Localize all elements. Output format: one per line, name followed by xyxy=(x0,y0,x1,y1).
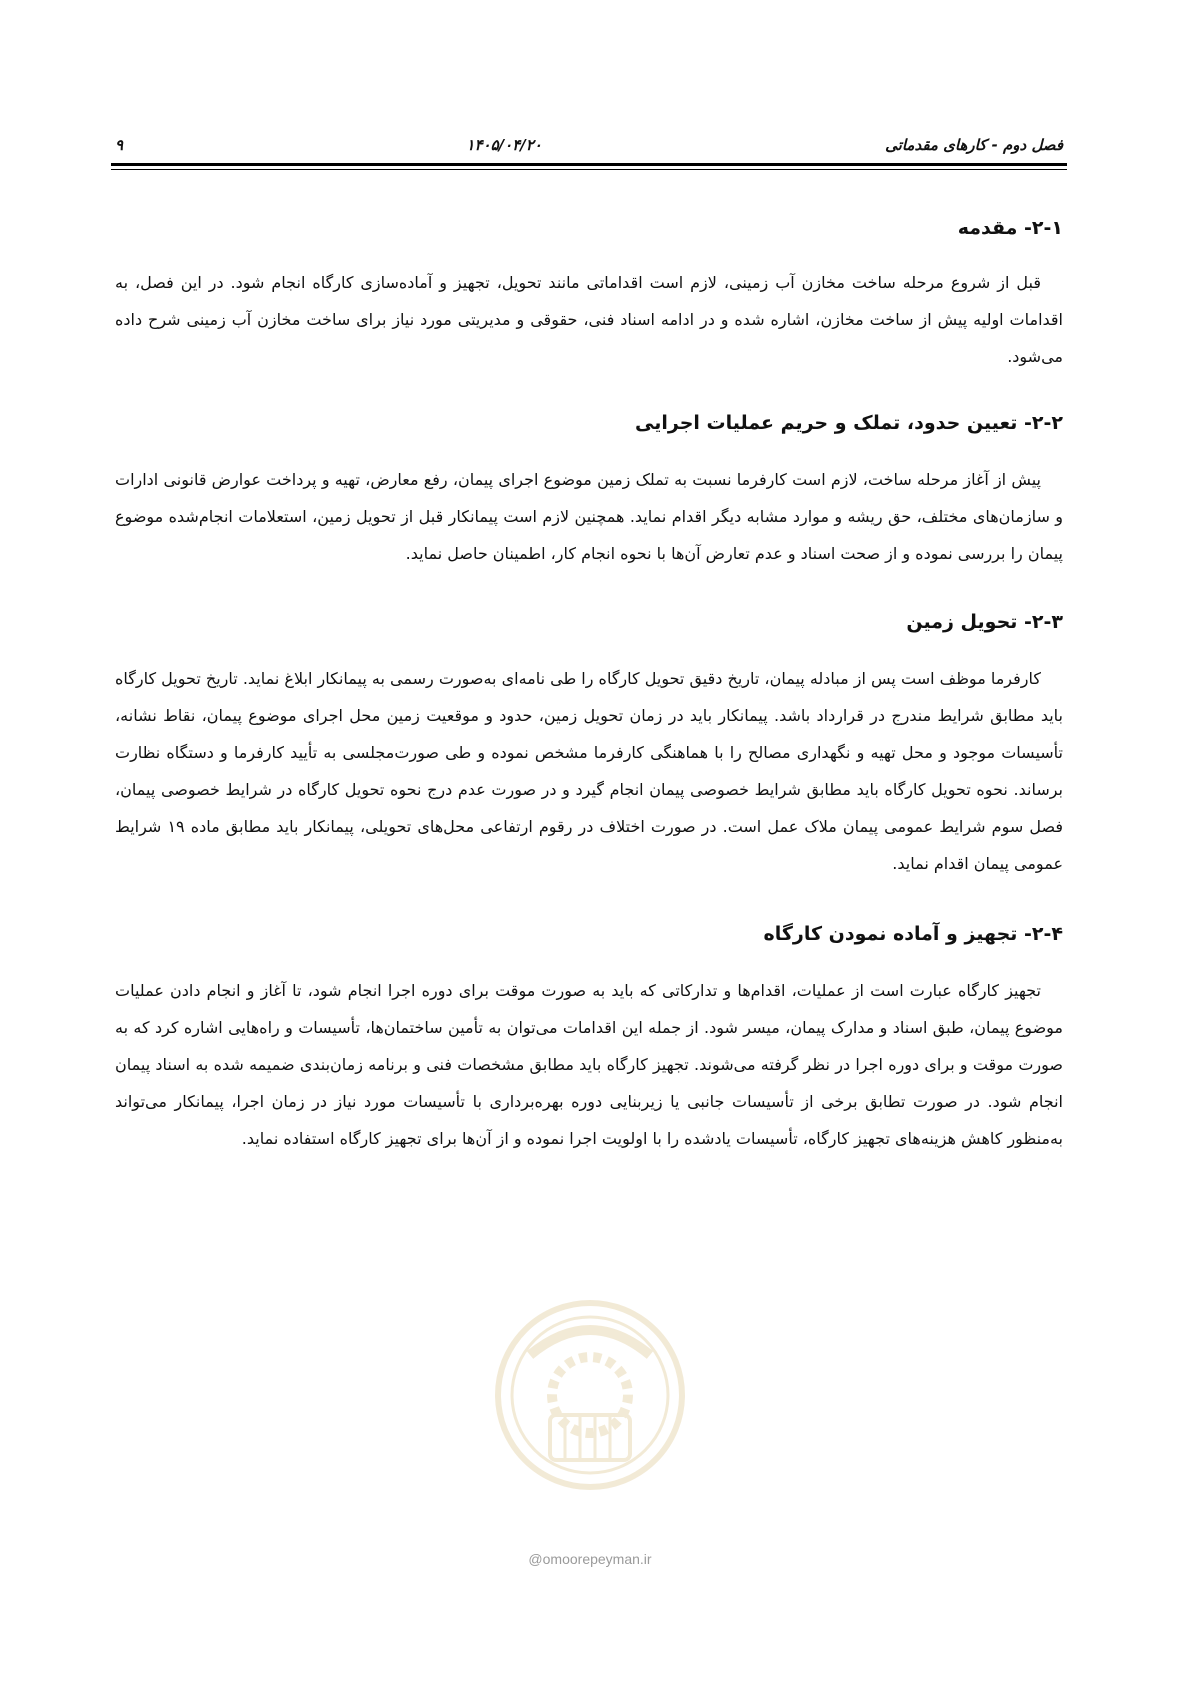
section-heading: ۲-۲- تعیین حدود، تملک و حریم عملیات اجرایی xyxy=(635,412,1063,434)
section-heading: ۲-۱- مقدمه xyxy=(957,217,1063,239)
page-content xyxy=(115,212,1063,1157)
section-paragraph: تجهیز کارگاه عبارت است از عملیات، اقدام‌ها و تدارکاتی که باید به صورت موقت برای دوره اجرا انجام شود، تا آغاز و انجام دادن عملیات موضوع پیمان، طبق اسناد و مدارک پیمان، میسر شود. از جمله این اقدامات می‌توان به تأمین ساختمان‌ها، تأسیسات و راه‌هایی اشاره کرد که به صورت موقت و برای دوره اجرا در نظر گرفته می‌شوند. تجهیز کارگاه باید مطابق مشخصات فنی و برنامه زمان‌بندی ضمیمه شده به اسناد پیمان انجام شود. در صورت تطابق برخی از تأسیسات جانبی یا زیربنایی دوره بهره‌برداری با تأسیسات مورد نیاز در زمان اجرا، پیمانکار می‌تواند به‌منظور کاهش هزینه‌های تجهیز کارگاه، تأسیسات یادشده را با اولویت اجرا نموده و از آن‌ها برای تجهیز کارگاه استفاده نماید. xyxy=(115,981,1063,1148)
watermark-site: @omoorepeyman.ir xyxy=(528,1551,652,1567)
section-introduction xyxy=(115,212,1063,375)
chapter-title: فصل دوم - کارهای مقدماتی xyxy=(885,136,1063,154)
section-paragraph: پیش از آغاز مرحله ساخت، لازم است کارفرما نسبت به تملک زمین موضوع اجرای پیمان، رفع معارض، تهیه و پرداخت عوارض قانونی ادارات و سازمان‌های مختلف، حق ریشه و موارد مشابه دیگر اقدام نماید. همچنین لازم است پیمانکار قبل از تحویل زمین، استعلامات انجام‌شده موضوع پیمان را بررسی نموده و از صحت اسناد و عدم تعارض آن‌ها با نحوه انجام کار، اطمینان حاصل نماید. xyxy=(115,470,1063,563)
section-paragraph: قبل از شروع مرحله ساخت مخازن آب زمینی، لازم است اقداماتی مانند تحویل، تجهیز و آماده‌سازی کارگاه انجام شود. در این فصل، به اقدامات اولیه پیش از ساخت مخازن، اشاره شده و در ادامه اسناد فنی، حقوقی و مدیریتی مورد نیاز برای ساخت مخازن آب زمینی شرح داده می‌شود. xyxy=(115,273,1063,366)
page-header xyxy=(115,132,1063,158)
header-rule-thick xyxy=(111,163,1067,166)
page-number: ۹ xyxy=(115,136,124,154)
header-date: ۱۴۰۵/۰۴/۲۰ xyxy=(466,136,542,154)
watermark-seal-icon xyxy=(490,1295,690,1495)
header-rule-thin xyxy=(111,169,1067,170)
section-heading: ۲-۴- تجهیز و آماده نمودن کارگاه xyxy=(763,923,1063,945)
section-paragraph: کارفرما موظف است پس از مبادله پیمان، تاریخ دقیق تحویل کارگاه را طی نامه‌ای به‌صورت رسمی به پیمانکار ابلاغ نماید. تاریخ تحویل کارگاه باید مطابق شرایط مندرج در قرارداد باشد. پیمانکار باید در زمان تحویل زمین، حدود و موقعیت زمین محل اجرای موضوع پیمان، نقاط نشانه، تأسیسات موجود و محل تهیه و نگهداری مصالح را با هماهنگی کارفرما مشخص نموده و طی صورت‌مجلسی به تأیید کارفرما و دستگاه نظارت برساند. نحوه تحویل کارگاه باید مطابق شرایط خصوصی پیمان انجام گیرد و در صورت عدم درج نحوه تحویل کارگاه در شرایط خصوصی پیمان، فصل سوم شرایط عمومی پیمان ملاک عمل است. در صورت اختلاف در رقوم ارتفاعی محل‌های تحویلی، پیمانکار باید مطابق ماده ۱۹ شرایط عمومی پیمان اقدام نماید. xyxy=(115,669,1064,873)
section-heading: ۲-۳- تحویل زمین xyxy=(906,611,1063,633)
section-boundaries xyxy=(115,407,1063,572)
section-site-equipping xyxy=(115,918,1063,1157)
section-land-delivery xyxy=(115,606,1063,882)
